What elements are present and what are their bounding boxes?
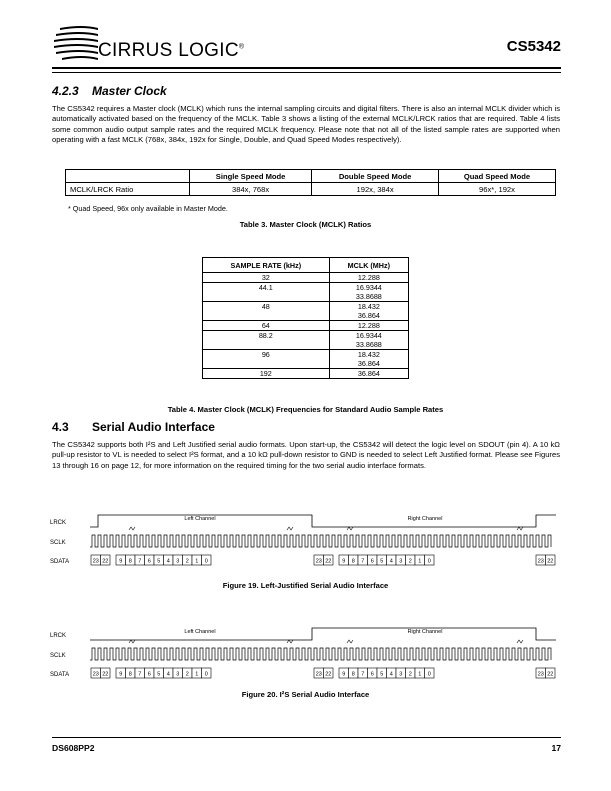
mclk-cell: 16.9344 <box>329 283 408 293</box>
table-row <box>203 359 409 369</box>
sdata-bit-label: 3 <box>399 558 403 565</box>
sdata-bit-label: 1 <box>418 671 422 678</box>
mclk-frequency-table <box>202 257 409 379</box>
sample-rate-cell <box>203 359 330 369</box>
mclk-cell: 33.8688 <box>329 292 408 302</box>
mclk-cell: 36.864 <box>329 311 408 321</box>
mclk-cell: 16.9344 <box>329 331 408 341</box>
header-rule-thin <box>52 72 561 73</box>
sdata-bit-label: 0 <box>204 671 208 678</box>
mclk-cell: 18.432 <box>329 302 408 312</box>
sample-rate-cell <box>203 340 330 350</box>
document-id: CS5342 <box>506 38 561 55</box>
table-row <box>203 321 409 331</box>
sdata-bit-label: 7 <box>361 671 365 678</box>
sdata-bit-label: 0 <box>427 558 431 565</box>
sdata-bit-label: 1 <box>418 558 422 565</box>
sdata-bit-label: 7 <box>138 671 142 678</box>
sdata-bit-label: 0 <box>427 671 431 678</box>
break-mark <box>517 527 523 530</box>
sdata-bit-label: 23 <box>537 671 544 678</box>
sdata-bit-label: 8 <box>351 558 355 565</box>
table-cell: MCLK/LRCK Ratio <box>66 183 190 196</box>
sdata-bit-label: 0 <box>204 558 208 565</box>
lrck-label: LRCK <box>50 633 67 639</box>
mclk-cell: 36.864 <box>329 359 408 369</box>
lrck-waveform <box>90 515 556 527</box>
table-row <box>203 331 409 341</box>
table-cell: 384x, 768x <box>190 183 312 196</box>
sdata-bit-label: 22 <box>325 671 332 678</box>
table3-footnote: * Quad Speed, 96x only available in Master Mode. <box>68 204 228 213</box>
sdata-bit-label: 5 <box>380 671 384 678</box>
table-cell: 192x, 384x <box>312 183 439 196</box>
sdata-bit-label: 8 <box>128 671 132 678</box>
sdata-bit-label: 2 <box>185 671 189 678</box>
sdata-bit-label: 4 <box>389 671 393 678</box>
table-cell: 96x*, 192x <box>439 183 556 196</box>
break-mark <box>517 640 523 643</box>
mclk-cell: 12.288 <box>329 321 408 331</box>
sdata-bit-label: 23 <box>315 671 322 678</box>
break-mark <box>129 527 135 530</box>
sdata-bit-label: 9 <box>342 671 346 678</box>
table-row <box>203 350 409 360</box>
sdata-bit-label: 7 <box>138 558 142 565</box>
sample-rate-cell <box>203 311 330 321</box>
sdata-bit-label: 23 <box>537 558 544 565</box>
sdata-bit-label: 5 <box>157 671 161 678</box>
sdata-bit-label: 3 <box>399 671 403 678</box>
sample-rate-cell: 48 <box>203 302 330 312</box>
sdata-bit-label: 6 <box>370 558 374 565</box>
table-header-cell: MCLK (MHz) <box>329 258 408 273</box>
figure19-caption: Figure 19. Left-Justified Serial Audio Interface <box>222 581 389 590</box>
sdata-bit-label: 22 <box>102 558 109 565</box>
sdata-bit-label: 4 <box>166 671 170 678</box>
sdata-bit-label: 9 <box>119 558 123 565</box>
sdata-bit-label: 9 <box>342 558 346 565</box>
sdata-bit-label: 6 <box>147 558 151 565</box>
break-mark <box>287 527 293 530</box>
lrck-waveform <box>90 628 556 640</box>
sdata-bit-label: 23 <box>315 558 322 565</box>
sdata-bit-label: 5 <box>157 558 161 565</box>
page-number: 17 <box>551 743 561 753</box>
break-mark <box>347 640 353 643</box>
table-header-cell: Double Speed Mode <box>312 170 439 183</box>
mclk-cell: 12.288 <box>329 273 408 283</box>
sdata-bit-label: 4 <box>389 558 393 565</box>
sdata-bit-label: 3 <box>176 671 180 678</box>
header-rule <box>52 67 561 69</box>
sdata-bit-label: 6 <box>370 671 374 678</box>
table-row <box>203 283 409 293</box>
table-header-row <box>66 170 556 183</box>
sample-rate-cell: 32 <box>203 273 330 283</box>
sclk-label: SCLK <box>50 540 66 546</box>
sample-rate-cell <box>203 292 330 302</box>
table4-caption: Table 4. Master Clock (MCLK) Frequencies for Standard Audio Sample Rates <box>167 405 444 414</box>
left-channel-label: Left Channel <box>184 516 216 522</box>
cirrus-logo-icon <box>52 22 102 62</box>
table-header-cell: SAMPLE RATE (kHz) <box>203 258 330 273</box>
sclk-waveform <box>90 648 551 660</box>
sdata-bit-label: 22 <box>547 558 554 565</box>
table-row <box>66 183 556 196</box>
brand-logotype: CIRRUS LOGIC® <box>98 40 245 61</box>
table-header-cell <box>66 170 190 183</box>
sdata-bit-label: 3 <box>176 558 180 565</box>
break-mark <box>347 527 353 530</box>
sample-rate-cell: 64 <box>203 321 330 331</box>
sdata-bit-label: 8 <box>128 558 132 565</box>
sample-rate-cell: 88.2 <box>203 331 330 341</box>
table-row <box>203 292 409 302</box>
table-header-cell: Quad Speed Mode <box>439 170 556 183</box>
footer-doc-number: DS608PP2 <box>52 743 95 753</box>
table3-caption: Table 3. Master Clock (MCLK) Ratios <box>239 220 372 229</box>
master-clock-paragraph: The CS5342 requires a Master clock (MCLK) which runs the internal sampling circuits and digital filters. There is also an internal MCLK divider which is automatically activated based on the frequency of the MCLK. Table 3 shows a listing of the external MCLK/LRCK ratios that are required. Table 4 lists some common audio output sample rates and the required MCLK frequency. Please note that not all of the listed sample rates are supported when operating with a fast MCLK (768x, 384x, 192x for Single, Double, and Quad Speed Modes respectively). <box>52 104 560 145</box>
lrck-label: LRCK <box>50 520 67 526</box>
mclk-cell: 18.432 <box>329 350 408 360</box>
sclk-waveform <box>90 535 551 547</box>
section-heading-master-clock: 4.2.3 Master Clock <box>52 84 167 98</box>
table-header-cell: Single Speed Mode <box>190 170 312 183</box>
figure20-caption: Figure 20. I²S Serial Audio Interface <box>241 690 370 699</box>
table-header-row <box>203 258 409 273</box>
sdata-bit-label: 2 <box>408 671 412 678</box>
sdata-bit-label: 5 <box>380 558 384 565</box>
left-channel-label: Left Channel <box>184 629 216 635</box>
mclk-cell: 33.8688 <box>329 340 408 350</box>
sdata-bit-label: 2 <box>185 558 189 565</box>
sdata-bit-label: 23 <box>92 558 99 565</box>
sample-rate-cell: 44.1 <box>203 283 330 293</box>
footer-rule <box>52 737 561 738</box>
break-mark <box>129 640 135 643</box>
table-row <box>203 273 409 283</box>
sclk-label: SCLK <box>50 653 66 659</box>
sdata-bit-label: 6 <box>147 671 151 678</box>
sdata-bit-label: 4 <box>166 558 170 565</box>
sdata-bit-label: 22 <box>102 671 109 678</box>
sdata-bit-label: 22 <box>325 558 332 565</box>
sdata-bit-label: 8 <box>351 671 355 678</box>
break-mark <box>287 640 293 643</box>
table-row <box>203 311 409 321</box>
right-channel-label: Right Channel <box>407 516 443 522</box>
sdata-bit-label: 7 <box>361 558 365 565</box>
sdata-label: SDATA <box>50 672 70 678</box>
section-heading-serial-audio: 4.3 Serial Audio Interface <box>52 420 215 434</box>
sdata-bit-label: 2 <box>408 558 412 565</box>
sdata-bit-label: 1 <box>195 558 199 565</box>
serial-audio-paragraph: The CS5342 supports both I²S and Left Justified serial audio formats. Upon start-up, the CS5342 will detect the logic level on SDOUT (pin 4). A 10 kΩ pull-up resistor to VL is needed to select I²S format, and a 10 kΩ pull-down resistor to GND is needed to select Left Justified format. Please see Figures 13 through 16 on page 12, for more information on the required timing for the two serial audio interface formats. <box>52 440 560 470</box>
sdata-bit-label: 9 <box>119 671 123 678</box>
sample-rate-cell: 96 <box>203 350 330 360</box>
mclk-cell: 36.864 <box>329 369 408 379</box>
i2s-timing-diagram <box>50 618 560 686</box>
sdata-label: SDATA <box>50 559 70 565</box>
sample-rate-cell: 192 <box>203 369 330 379</box>
right-channel-label: Right Channel <box>407 629 443 635</box>
mclk-ratio-table <box>65 169 556 196</box>
sdata-bit-label: 22 <box>547 671 554 678</box>
table-row <box>203 369 409 379</box>
sdata-bit-label: 23 <box>92 671 99 678</box>
left-justified-timing-diagram <box>50 505 560 577</box>
table-row <box>203 302 409 312</box>
sdata-bit-label: 1 <box>195 671 199 678</box>
table-row <box>203 340 409 350</box>
